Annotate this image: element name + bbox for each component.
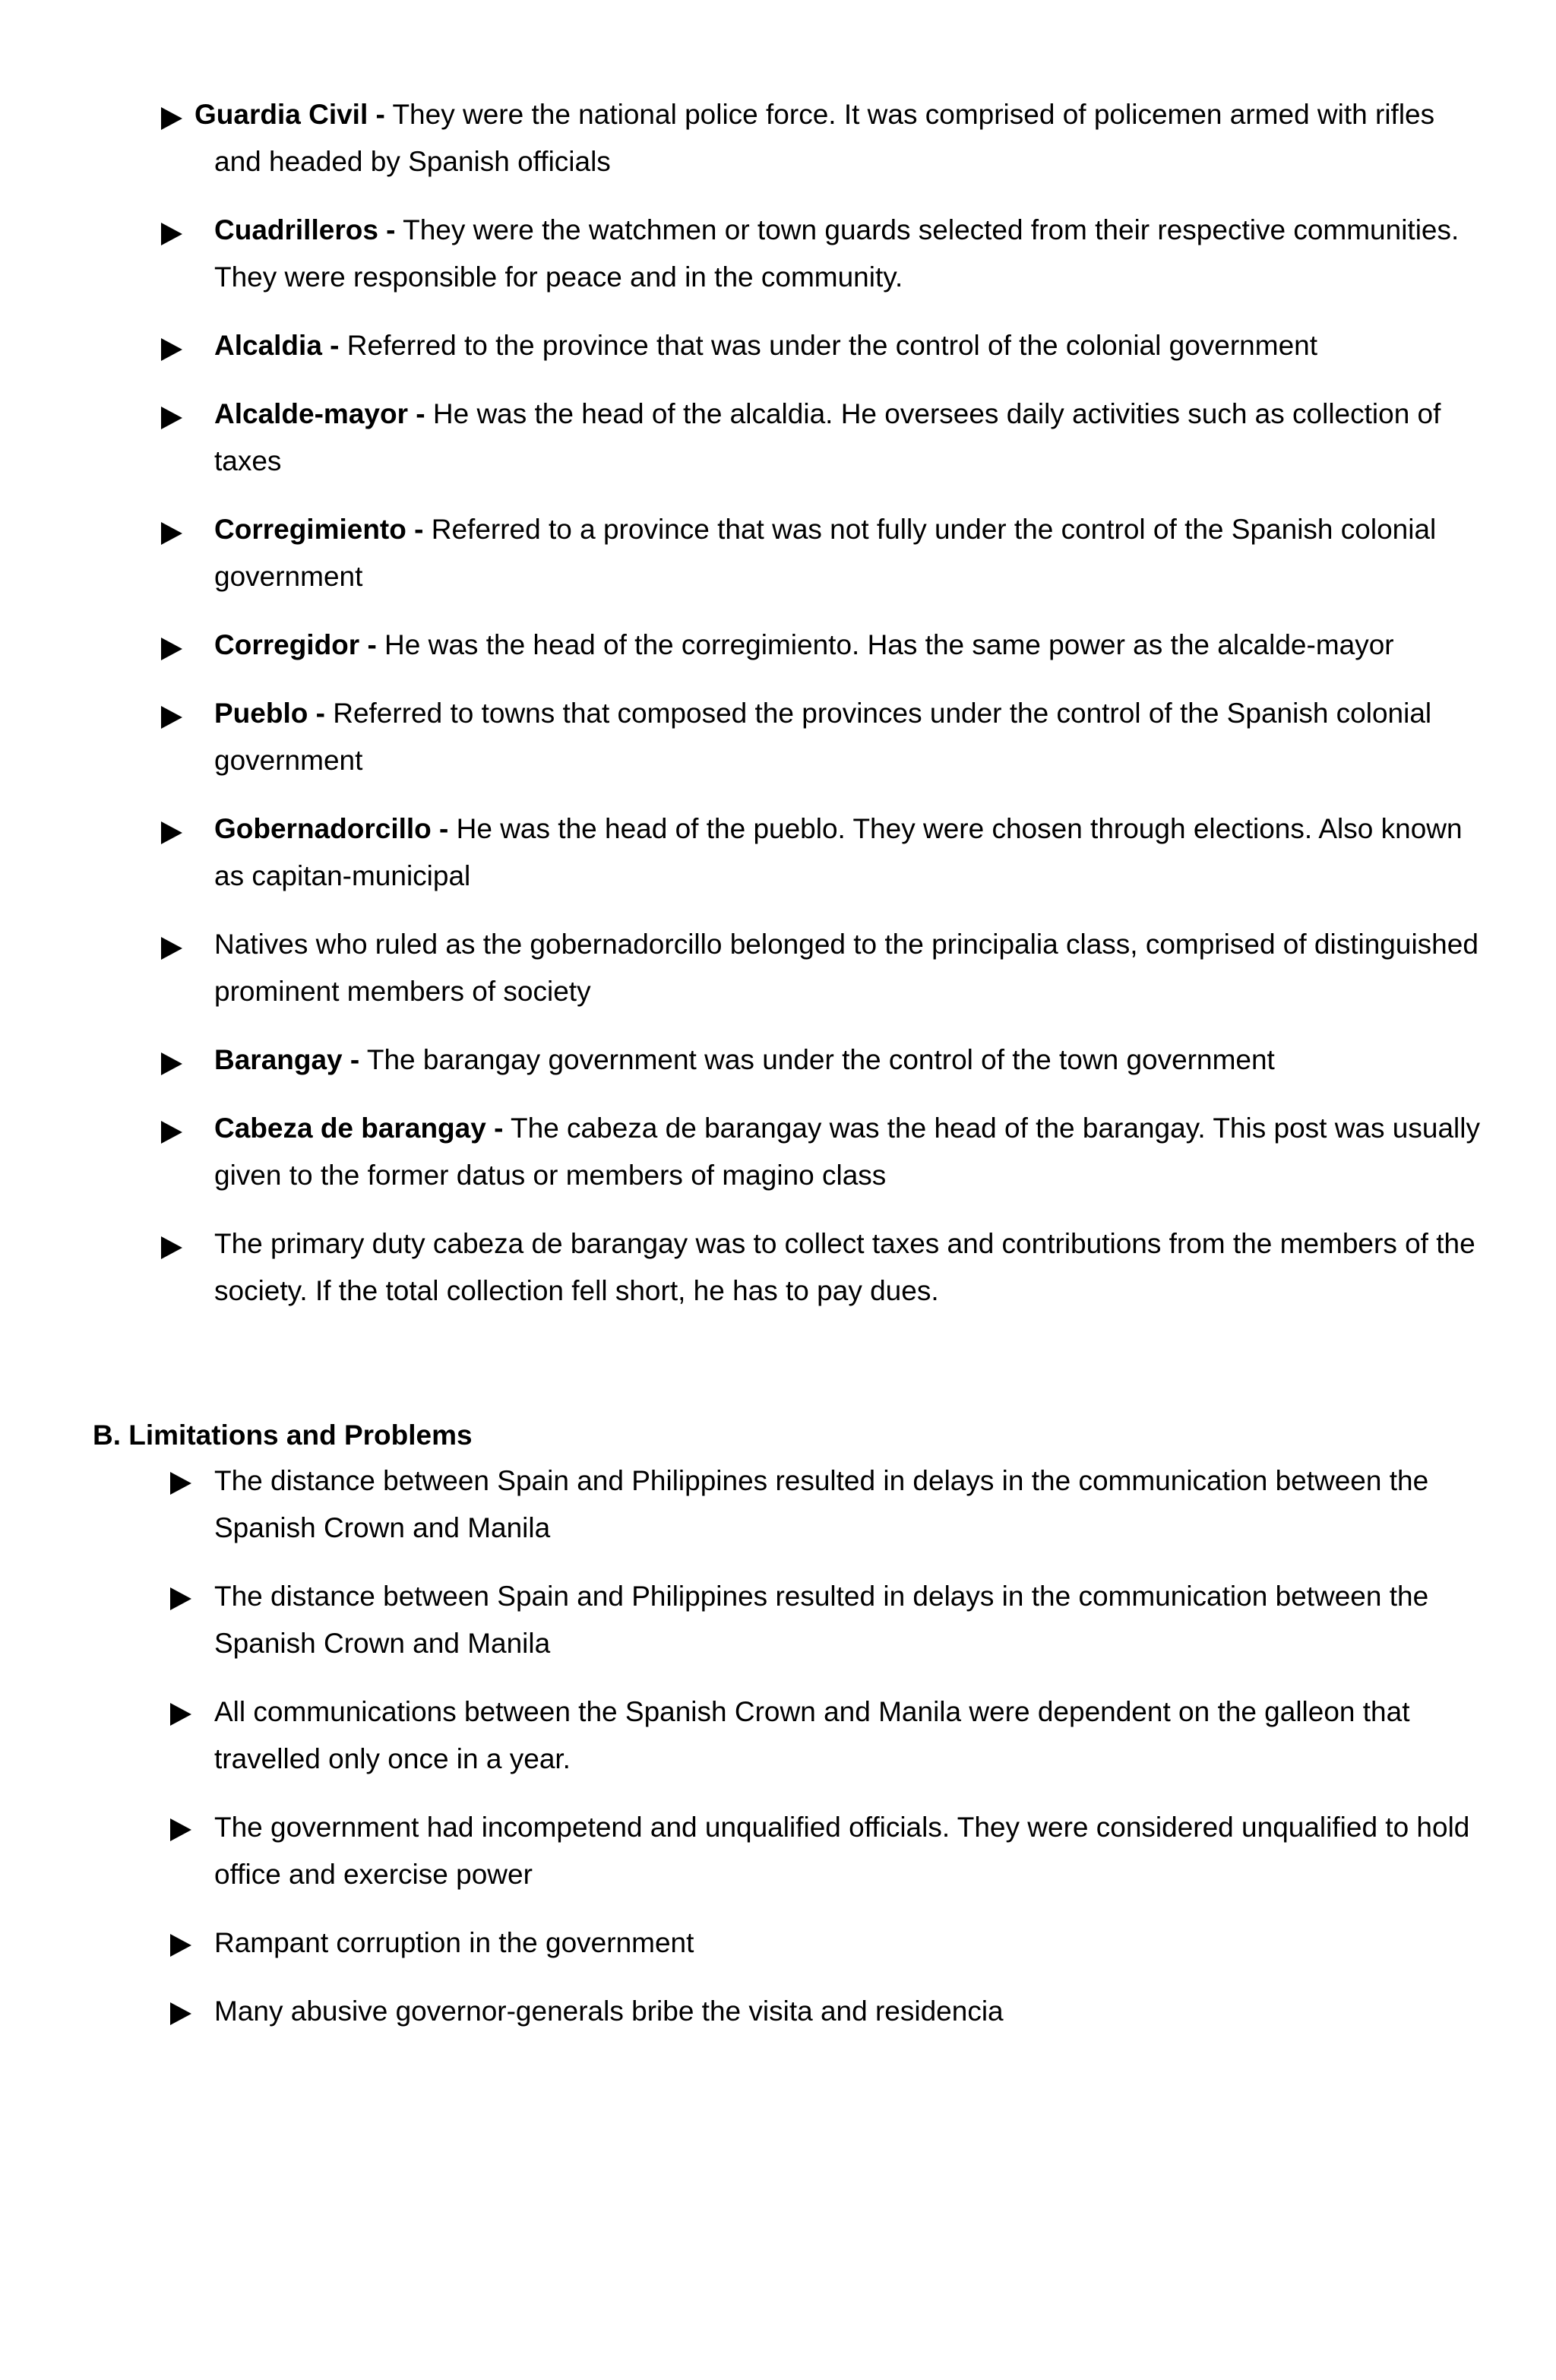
term-label: Gobernadorcillo - [214,813,449,844]
list-item [167,1804,1489,1898]
limitations-list [167,1457,1489,2056]
list-item-text: Rampant corruption in the government [214,1927,694,1958]
term-description: Referred to the province that was under the control of the colonial government [339,330,1318,361]
list-item [161,207,1483,301]
list-item [161,1105,1483,1199]
triangle-bullet-icon [161,407,182,429]
list-item [161,1220,1483,1315]
term-description: They were the watchmen or town guards selected from their respective communities. They were responsible for peace and in the community. [214,214,1460,293]
list-item [161,506,1483,600]
list-item [167,1688,1489,1783]
term-description: Referred to a province that was not fully under the control of the Spanish colonial government [214,514,1437,592]
triangle-bullet-icon [161,1236,182,1259]
list-item-text: The distance between Spain and Philippines resulted in delays in the communication between the Spanish Crown and Manila [214,1581,1429,1659]
list-item-text: The government had incompetend and unqualified officials. They were considered unqualified to hold office and exercise power [214,1812,1470,1890]
triangle-bullet-icon [161,638,182,660]
list-item [161,921,1483,1015]
term-label: Cabeza de barangay - [214,1112,504,1144]
term-label: Pueblo - [214,698,325,729]
term-description: He was the head of the alcaldia. He oversees daily activities such as collection of taxes [214,398,1441,476]
term-label: Guardia Civil - [194,99,385,130]
list-item [161,622,1483,669]
term-description: Natives who ruled as the gobernadorcillo belonged to the principalia class, comprised of distinguished prominent members of society [214,929,1479,1007]
term-description: The primary duty cabeza de barangay was to collect taxes and contributions from the members of the society. If the total collection fell short, he has to pay dues. [214,1228,1475,1306]
triangle-bullet-icon [161,1052,182,1075]
list-item [161,690,1483,784]
term-description: The barangay government was under the control of the town government [359,1044,1275,1075]
section-heading: B. Limitations and Problems [93,1419,473,1451]
triangle-bullet-icon [170,1587,191,1610]
triangle-bullet-icon [161,821,182,844]
list-item [167,1457,1489,1552]
term-label: Barangay - [214,1044,360,1075]
triangle-bullet-icon [161,107,182,130]
list-item-text: All communications between the Spanish Crown and Manila were dependent on the galleon that travelled only once in a year. [214,1696,1410,1774]
list-item [161,91,1483,185]
triangle-bullet-icon [170,1472,191,1495]
term-description: He was the head of the pueblo. They were chosen through elections. Also known as capitan-municipal [214,813,1463,891]
list-item [167,1988,1489,2035]
term-description: Referred to towns that composed the provinces under the control of the Spanish colonial government [214,698,1432,776]
term-description: He was the head of the corregimiento. Has the same power as the alcalde-mayor [376,629,1394,660]
triangle-bullet-icon [161,1121,182,1144]
triangle-bullet-icon [170,1703,191,1726]
list-item [167,1573,1489,1667]
term-description: They were the national police force. It was comprised of policemen armed with rifles and headed by Spanish officials [214,99,1435,177]
list-item-text: Many abusive governor-generals bribe the visita and residencia [214,1995,1004,2027]
government-terms-list [161,91,1483,1336]
list-item [167,1920,1489,1967]
list-item [161,391,1483,485]
term-label: Alcaldia - [214,330,340,361]
list-item-text: The distance between Spain and Philippines resulted in delays in the communication between the Spanish Crown and Manila [214,1465,1429,1543]
triangle-bullet-icon [161,706,182,729]
list-item [161,1037,1483,1084]
triangle-bullet-icon [161,522,182,545]
triangle-bullet-icon [170,2002,191,2025]
term-label: Corregidor - [214,629,377,660]
triangle-bullet-icon [170,1818,191,1841]
triangle-bullet-icon [161,338,182,361]
term-label: Alcalde-mayor - [214,398,425,429]
list-item [161,322,1483,369]
term-label: Cuadrilleros - [214,214,396,245]
triangle-bullet-icon [170,1934,191,1957]
triangle-bullet-icon [161,223,182,245]
term-description: The cabeza de barangay was the head of the barangay. This post was usually given to the former datus or members of magino class [214,1112,1480,1191]
term-label: Corregimiento - [214,514,424,545]
triangle-bullet-icon [161,937,182,960]
list-item [161,805,1483,900]
